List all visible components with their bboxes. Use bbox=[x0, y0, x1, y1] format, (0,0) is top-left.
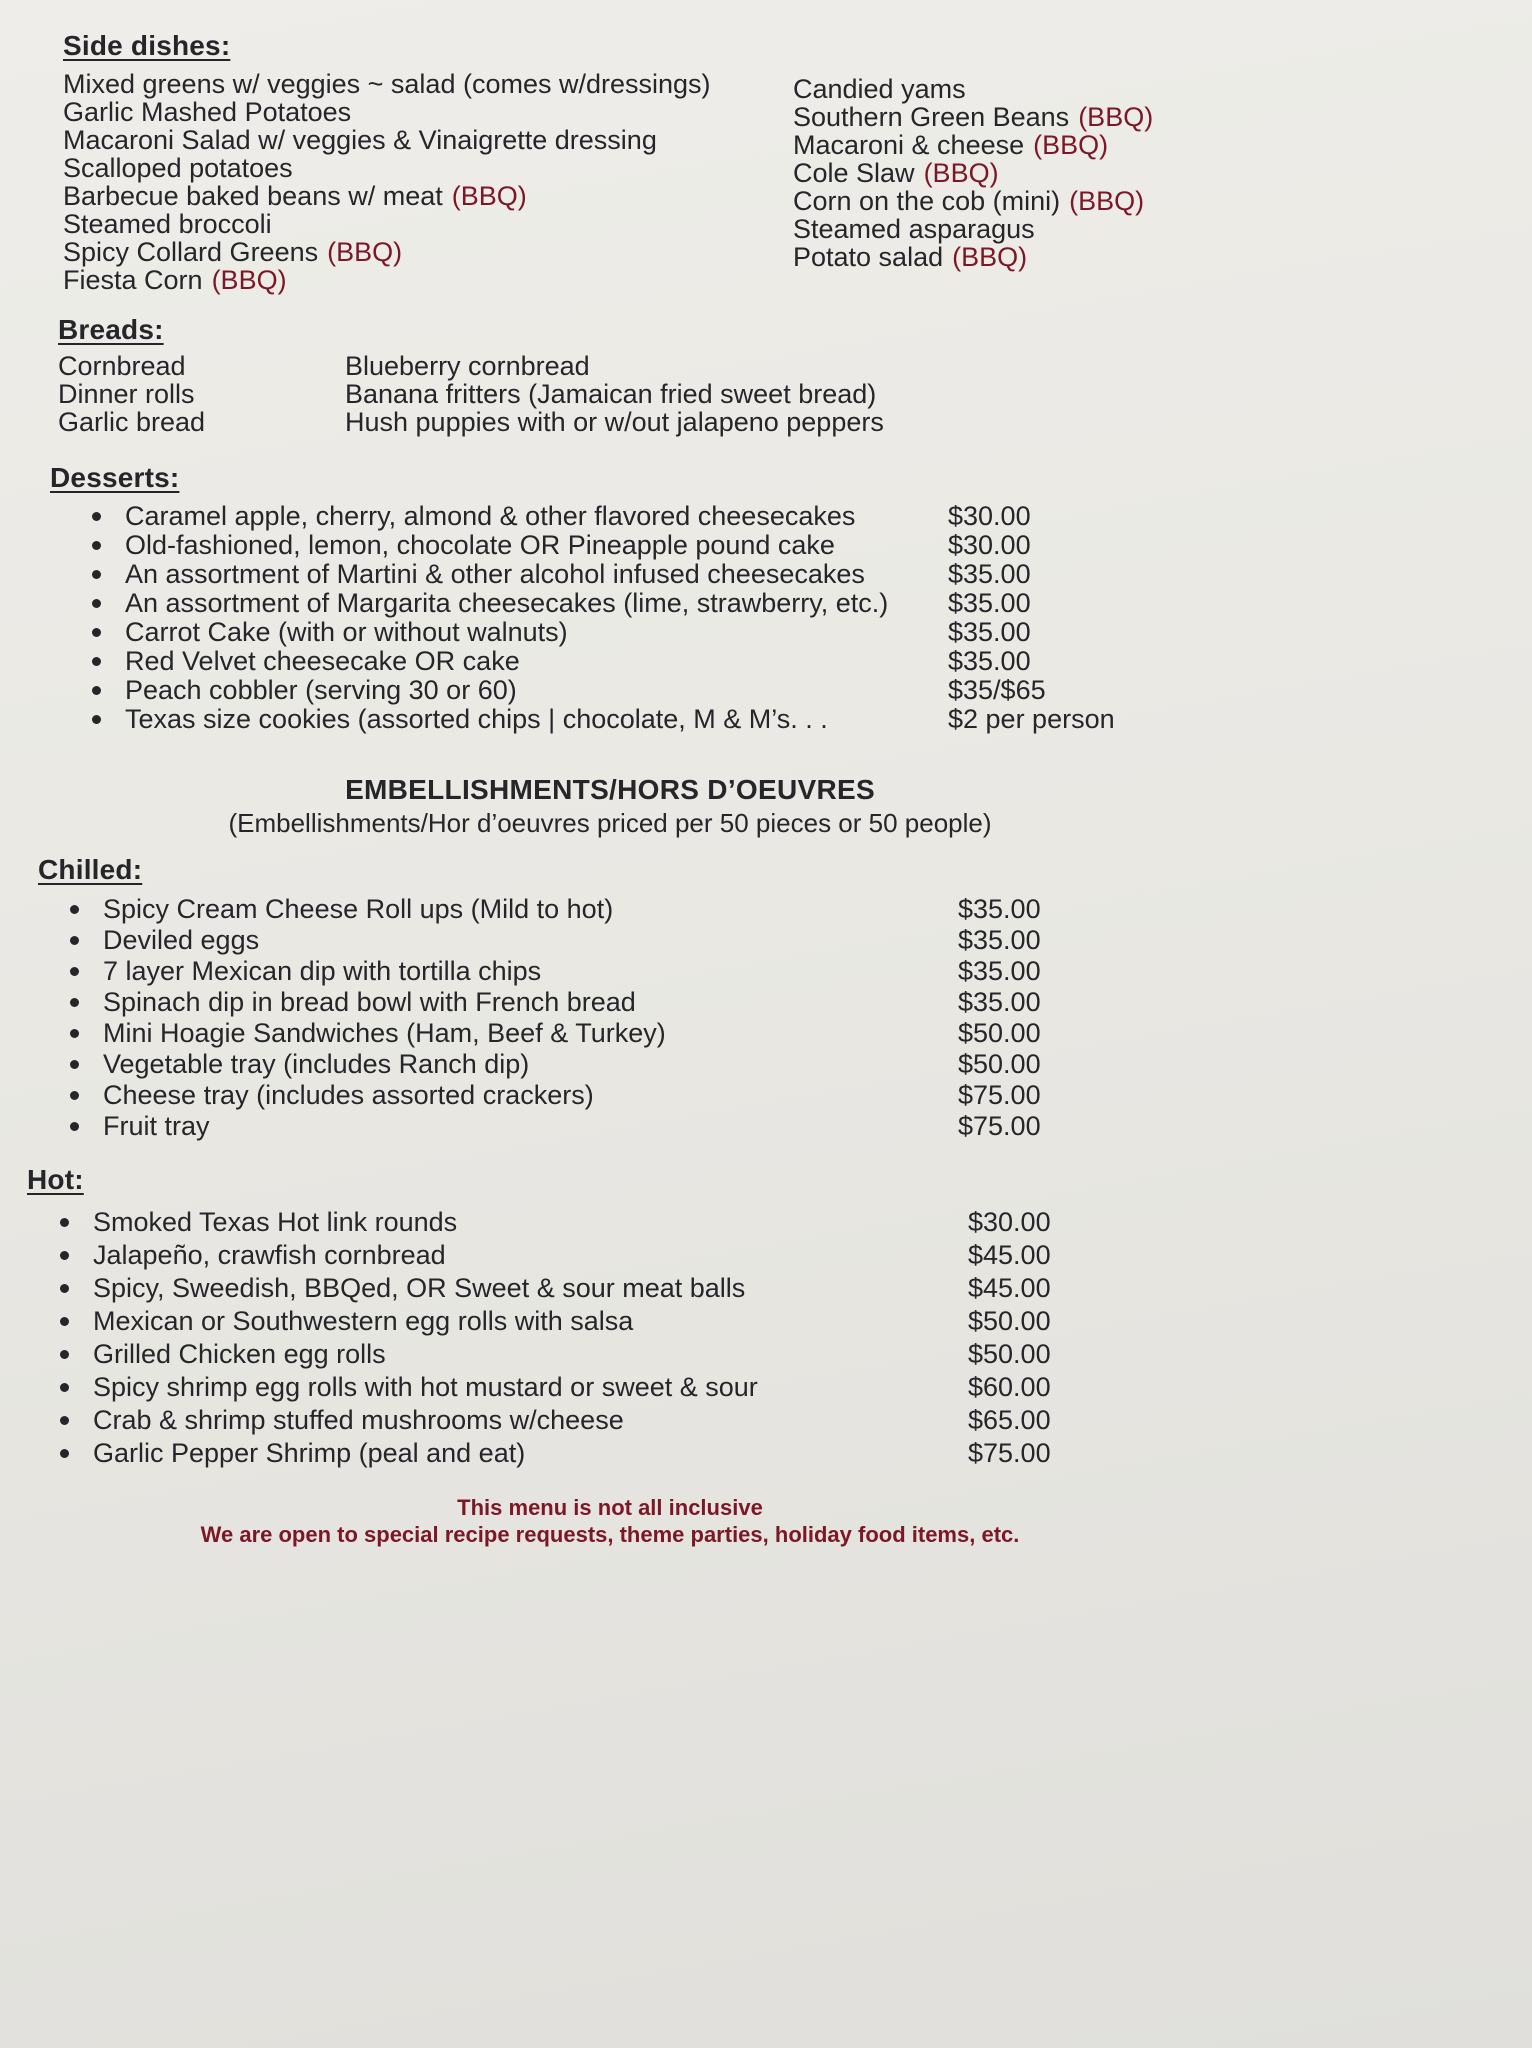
bullet-icon bbox=[92, 541, 101, 550]
menu-item-row bbox=[60, 1404, 1118, 1437]
bullet-icon bbox=[92, 599, 101, 608]
bullet-icon bbox=[92, 512, 101, 521]
bbq-tag: (BBQ) bbox=[952, 242, 1028, 272]
item-name: Potato salad bbox=[793, 242, 944, 272]
bbq-tag: (BBQ) bbox=[1078, 102, 1154, 132]
menu-item bbox=[58, 408, 345, 436]
item-name: Fruit tray bbox=[103, 1111, 210, 1141]
menu-item-row bbox=[60, 1206, 1118, 1239]
item-name: Cornbread bbox=[58, 351, 186, 381]
item-name: Blueberry cornbread bbox=[345, 351, 590, 381]
item-name: 7 layer Mexican dip with tortilla chips bbox=[103, 956, 542, 986]
menu-item bbox=[63, 210, 793, 238]
item-name: Garlic bread bbox=[58, 407, 206, 437]
item-name: Jalapeño, crawfish cornbread bbox=[93, 1240, 446, 1270]
item-name: Vegetable tray (includes Ranch dip) bbox=[103, 1049, 530, 1079]
bullet-icon bbox=[70, 1122, 79, 1131]
item-name: Cole Slaw bbox=[793, 158, 915, 188]
item-name: Mini Hoagie Sandwiches (Ham, Beef & Turkey) bbox=[103, 1018, 666, 1048]
side-dishes-right-column bbox=[793, 70, 1532, 294]
bbq-tag: (BBQ) bbox=[327, 237, 403, 267]
menu-item-row bbox=[60, 1371, 1118, 1404]
menu-item-row bbox=[92, 676, 1132, 705]
bullet-icon bbox=[70, 1029, 79, 1038]
item-name: Caramel apple, cherry, almond & other flavored cheesecakes bbox=[125, 501, 856, 531]
item-name: Barbecue baked beans w/ meat bbox=[63, 181, 443, 211]
menu-item-row bbox=[60, 1437, 1118, 1470]
item-price: $35.00 bbox=[948, 588, 1031, 618]
item-price: $45.00 bbox=[968, 1240, 1051, 1270]
bullet-icon bbox=[60, 1449, 69, 1458]
menu-item-row bbox=[92, 531, 1132, 560]
item-name: Candied yams bbox=[793, 74, 966, 104]
menu-item-row bbox=[92, 647, 1132, 676]
item-name: Scalloped potatoes bbox=[63, 153, 293, 183]
item-name: Garlic Mashed Potatoes bbox=[63, 97, 352, 127]
bbq-tag: (BBQ) bbox=[923, 158, 999, 188]
menu-item bbox=[58, 352, 345, 380]
menu-item bbox=[345, 408, 1532, 436]
embellishments-title: EMBELLISHMENTS/HORS D’OEUVRES bbox=[345, 774, 875, 805]
bullet-icon bbox=[60, 1317, 69, 1326]
menu-item-row bbox=[60, 1305, 1118, 1338]
menu-item bbox=[345, 352, 1532, 380]
menu-item bbox=[63, 98, 793, 126]
hot-heading: Hot: bbox=[27, 1164, 84, 1195]
item-price: $75.00 bbox=[958, 1111, 1041, 1141]
menu-item-row bbox=[60, 1338, 1118, 1371]
item-price: $2 per person bbox=[948, 704, 1115, 734]
item-price: $35/$65 bbox=[948, 675, 1046, 705]
bullet-icon bbox=[60, 1284, 69, 1293]
item-price: $50.00 bbox=[958, 1049, 1041, 1079]
desserts-heading: Desserts: bbox=[50, 462, 180, 493]
embellishments-header bbox=[40, 774, 1180, 838]
item-name: Macaroni & cheese bbox=[793, 130, 1025, 160]
bullet-icon bbox=[70, 967, 79, 976]
item-name: Deviled eggs bbox=[103, 925, 260, 955]
bullet-icon bbox=[70, 1091, 79, 1100]
menu-item bbox=[793, 243, 1532, 271]
item-name: Steamed asparagus bbox=[793, 214, 1035, 244]
chilled-heading: Chilled: bbox=[38, 854, 143, 885]
chilled-list bbox=[70, 894, 1130, 1142]
item-price: $35.00 bbox=[948, 559, 1031, 589]
item-name: Spicy shrimp egg rolls with hot mustard or sweet & sour bbox=[93, 1372, 758, 1402]
item-name: Hush puppies with or w/out jalapeno peppers bbox=[345, 407, 884, 437]
item-name: Grilled Chicken egg rolls bbox=[93, 1339, 386, 1369]
item-name: Peach cobbler (serving 30 or 60) bbox=[125, 675, 517, 705]
item-name: Carrot Cake (with or without walnuts) bbox=[125, 617, 568, 647]
breads-columns bbox=[58, 352, 1532, 436]
bullet-icon bbox=[60, 1218, 69, 1227]
menu-item-row bbox=[60, 1272, 1118, 1305]
menu-item bbox=[63, 70, 793, 98]
item-name: Mexican or Southwestern egg rolls with salsa bbox=[93, 1306, 634, 1336]
menu-item-row bbox=[70, 956, 1130, 987]
item-name: Corn on the cob (mini) bbox=[793, 186, 1061, 216]
bbq-tag: (BBQ) bbox=[1069, 186, 1145, 216]
menu-item bbox=[793, 103, 1532, 131]
menu-item-row bbox=[70, 925, 1130, 956]
menu-item-row bbox=[92, 589, 1132, 618]
menu-item-row bbox=[92, 502, 1132, 531]
item-name: Smoked Texas Hot link rounds bbox=[93, 1207, 458, 1237]
footer-line-2: We are open to special recipe requests, theme parties, holiday food items, etc. bbox=[200, 1522, 1020, 1547]
side-dishes-left-column bbox=[63, 70, 793, 294]
bullet-icon bbox=[92, 657, 101, 666]
embellishments-subtitle: (Embellishments/Hor d’oeuvres priced per 50 pieces or 50 people) bbox=[228, 808, 992, 838]
item-price: $35.00 bbox=[958, 956, 1041, 986]
bullet-icon bbox=[92, 628, 101, 637]
breads-heading: Breads: bbox=[58, 314, 164, 345]
bullet-icon bbox=[92, 686, 101, 695]
item-name: Garlic Pepper Shrimp (peal and eat) bbox=[93, 1438, 526, 1468]
menu-item-row bbox=[92, 560, 1132, 589]
footer-line-1: This menu is not all inclusive bbox=[457, 1495, 763, 1520]
menu-item-row bbox=[70, 1049, 1130, 1080]
item-price: $75.00 bbox=[968, 1438, 1051, 1468]
item-name: Old-fashioned, lemon, chocolate OR Pineapple pound cake bbox=[125, 530, 835, 560]
menu-item bbox=[63, 154, 793, 182]
item-price: $65.00 bbox=[968, 1405, 1051, 1435]
item-name: Spicy Collard Greens bbox=[63, 237, 319, 267]
bbq-tag: (BBQ) bbox=[1033, 130, 1109, 160]
bullet-icon bbox=[70, 1060, 79, 1069]
item-name: Spicy Cream Cheese Roll ups (Mild to hot) bbox=[103, 894, 614, 924]
item-price: $35.00 bbox=[948, 617, 1031, 647]
item-price: $35.00 bbox=[958, 987, 1041, 1017]
item-price: $60.00 bbox=[968, 1372, 1051, 1402]
item-price: $50.00 bbox=[968, 1306, 1051, 1336]
item-name: Texas size cookies (assorted chips | chocolate, M & M’s. . . bbox=[125, 704, 828, 734]
item-price: $35.00 bbox=[958, 894, 1041, 924]
item-name: Dinner rolls bbox=[58, 379, 195, 409]
item-name: Banana fritters (Jamaican fried sweet bread) bbox=[345, 379, 877, 409]
bullet-icon bbox=[92, 570, 101, 579]
item-price: $50.00 bbox=[958, 1018, 1041, 1048]
item-price: $45.00 bbox=[968, 1273, 1051, 1303]
menu-item-row bbox=[70, 1018, 1130, 1049]
bullet-icon bbox=[60, 1383, 69, 1392]
breads-left-column bbox=[58, 352, 345, 436]
menu-item-row bbox=[70, 1111, 1130, 1142]
menu-item bbox=[345, 380, 1532, 408]
menu-item-row bbox=[70, 894, 1130, 925]
item-name: Steamed broccoli bbox=[63, 209, 272, 239]
item-name: An assortment of Margarita cheesecakes (lime, strawberry, etc.) bbox=[125, 588, 889, 618]
breads-right-column bbox=[345, 352, 1532, 436]
item-price: $35.00 bbox=[958, 925, 1041, 955]
menu-item bbox=[63, 126, 793, 154]
bbq-tag: (BBQ) bbox=[211, 265, 287, 295]
bullet-icon bbox=[60, 1416, 69, 1425]
side-dishes-columns bbox=[63, 70, 1532, 294]
item-price: $30.00 bbox=[948, 530, 1031, 560]
bullet-icon bbox=[60, 1350, 69, 1359]
bullet-icon bbox=[92, 715, 101, 724]
item-name: An assortment of Martini & other alcohol infused cheesecakes bbox=[125, 559, 865, 589]
menu-item-row bbox=[92, 705, 1132, 734]
item-name: Mixed greens w/ veggies ~ salad (comes w/dressings) bbox=[63, 69, 711, 99]
bbq-tag: (BBQ) bbox=[451, 181, 527, 211]
menu-item bbox=[793, 215, 1532, 243]
item-name: Spinach dip in bread bowl with French bread bbox=[103, 987, 636, 1017]
item-name: Cheese tray (includes assorted crackers) bbox=[103, 1080, 594, 1110]
desserts-list bbox=[92, 502, 1132, 734]
item-name: Southern Green Beans bbox=[793, 102, 1070, 132]
side-dishes-heading: Side dishes: bbox=[63, 30, 231, 61]
menu-item bbox=[793, 131, 1532, 159]
item-price: $30.00 bbox=[968, 1207, 1051, 1237]
item-name: Macaroni Salad w/ veggies & Vinaigrette dressing bbox=[63, 125, 657, 155]
bullet-icon bbox=[60, 1251, 69, 1260]
menu-item-row bbox=[92, 618, 1132, 647]
item-price: $35.00 bbox=[948, 646, 1031, 676]
menu-item bbox=[793, 75, 1532, 103]
menu-item bbox=[63, 266, 793, 294]
menu-item bbox=[63, 182, 793, 210]
item-price: $30.00 bbox=[948, 501, 1031, 531]
item-price: $50.00 bbox=[968, 1339, 1051, 1369]
item-name: Crab & shrimp stuffed mushrooms w/cheese bbox=[93, 1405, 624, 1435]
bullet-icon bbox=[70, 936, 79, 945]
menu-item-row bbox=[70, 1080, 1130, 1111]
item-name: Fiesta Corn bbox=[63, 265, 203, 295]
menu-item-row bbox=[60, 1239, 1118, 1272]
bullet-icon bbox=[70, 905, 79, 914]
hot-list bbox=[60, 1206, 1118, 1470]
footer-note bbox=[40, 1494, 1180, 1548]
item-price: $75.00 bbox=[958, 1080, 1041, 1110]
menu-item bbox=[63, 238, 793, 266]
menu-item bbox=[793, 159, 1532, 187]
item-name: Spicy, Sweedish, BBQed, OR Sweet & sour meat balls bbox=[93, 1273, 746, 1303]
item-name: Red Velvet cheesecake OR cake bbox=[125, 646, 520, 676]
bullet-icon bbox=[70, 998, 79, 1007]
menu-item-row bbox=[70, 987, 1130, 1018]
menu-item bbox=[793, 187, 1532, 215]
menu-item bbox=[58, 380, 345, 408]
